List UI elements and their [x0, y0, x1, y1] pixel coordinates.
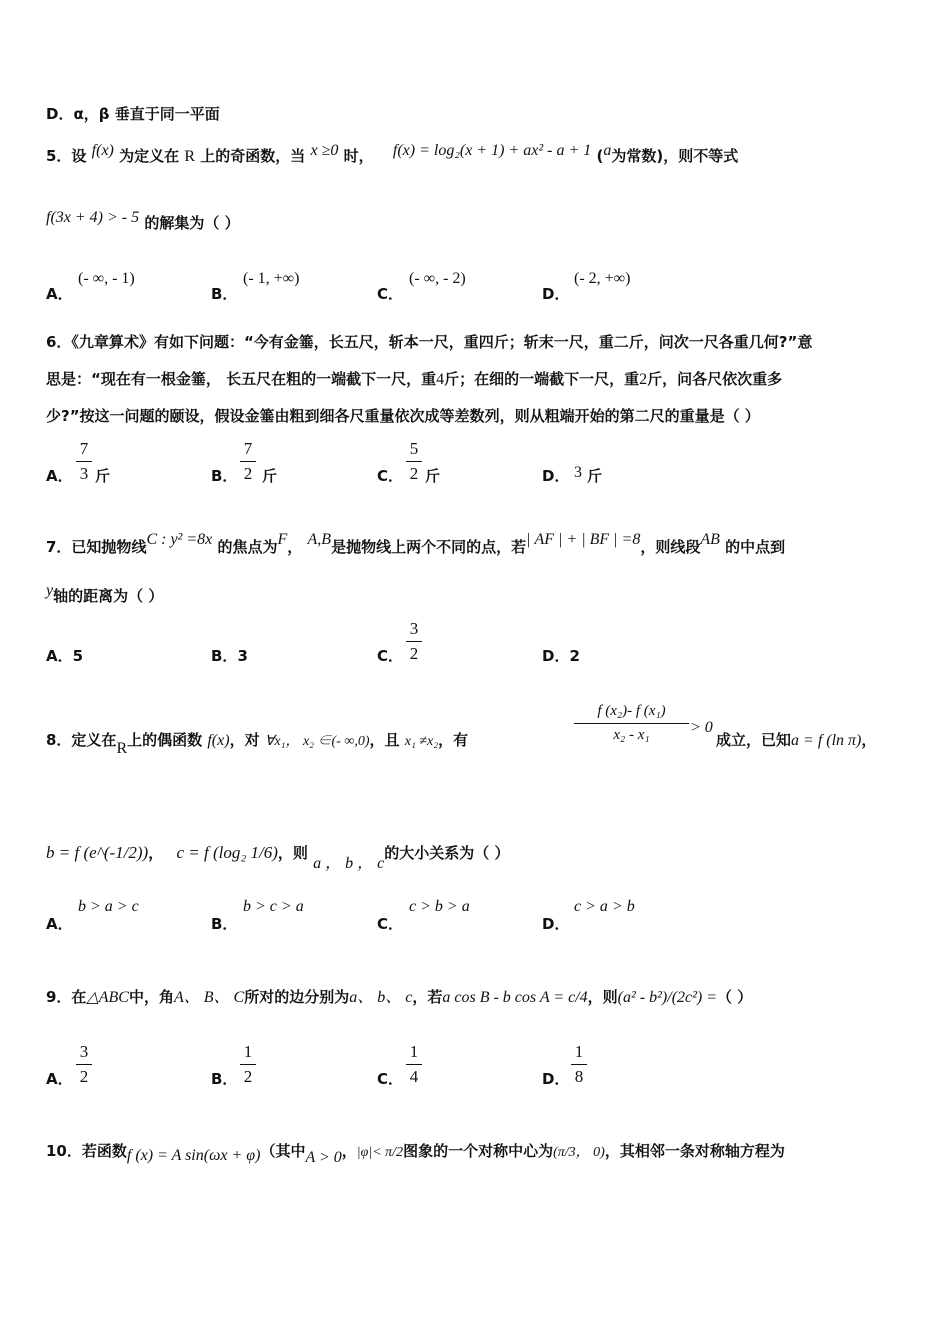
- q10-text: 图象的一个对称中心为: [403, 1142, 554, 1160]
- q5-num: 5．设: [46, 147, 87, 165]
- q8-gt: > 0: [690, 719, 713, 736]
- q7-stem-line1: [46, 531, 786, 557]
- q6-option-d-label: D．: [542, 467, 570, 485]
- q10-center: (π/3， 0): [553, 1145, 605, 1160]
- q7-condition: | AF | + | BF | =8: [526, 531, 641, 548]
- q7-text: 轴的距离为（ ）: [53, 587, 164, 605]
- q6-option-a-label: A．: [46, 467, 73, 485]
- q6-option-c-unit: 斤: [425, 467, 441, 485]
- q5-text: 为定义在: [119, 147, 180, 165]
- q8-fraction: [574, 703, 689, 744]
- q8-option-c-label: C．: [377, 915, 404, 933]
- q9-text: （ ）: [717, 988, 753, 1006]
- numerator: 1: [574, 1042, 584, 1061]
- q8-option-a-label: A．: [46, 915, 73, 933]
- q5-inequality: f(3x + 4) > - 5: [46, 209, 140, 226]
- q6-option-a-fraction: [76, 439, 92, 484]
- q5-option-c-label: C．: [377, 285, 404, 303]
- q9-option-d-fraction: [571, 1042, 587, 1087]
- q10-stem: [46, 1140, 785, 1166]
- q8-forall: ∀x₁， x₂ ∈(- ∞,0): [264, 734, 370, 749]
- q8-option-c-value: c > b > a: [409, 898, 470, 915]
- q5-text: 的解集为（ ）: [144, 214, 240, 232]
- q9-text: 9．在: [46, 988, 87, 1006]
- numerator: 1: [409, 1042, 419, 1061]
- q7-option-b-value: 3: [237, 647, 248, 665]
- q7-text: 是抛物线上两个不同的点，若: [331, 538, 527, 556]
- numerator: 7: [243, 439, 253, 458]
- q6-text: 思是：“现在有一根金箠， 长五尺在粗的一端截下一尺，重: [46, 370, 437, 388]
- q7-option-a: [46, 645, 83, 666]
- q5-formula: f(x) = log₂(x + 1) + ax² - a + 1: [392, 142, 592, 159]
- q9-angles: A、 B、 C: [173, 989, 245, 1006]
- q6-text: 斤，问各尺依次重多: [647, 370, 783, 388]
- q5-option-c-value: (- ∞, - 2): [409, 270, 466, 287]
- q8-text: 的大小关系为（ ）: [384, 844, 510, 862]
- q5-option-a-value: (- ∞, - 1): [78, 270, 135, 287]
- q6-option-d-value: 3: [574, 464, 582, 481]
- q7-parabola: C : y² =8x: [146, 531, 213, 548]
- denominator: 4: [409, 1067, 419, 1086]
- q7-option-d-value: 2: [569, 647, 580, 665]
- q7-option-b-label: B．: [211, 647, 238, 665]
- q8-fx: f(x): [207, 732, 230, 749]
- q8-option-b-label: B．: [211, 915, 238, 933]
- q8-text: ，对: [229, 731, 260, 749]
- q6-option-d-unit: 斤: [587, 467, 603, 485]
- denominator: 3: [79, 464, 89, 483]
- q9-text: ，则: [587, 988, 618, 1006]
- denominator: 2: [409, 464, 419, 483]
- q5-stem-line2: [46, 209, 240, 233]
- q5-text: 为常数)，则不等式: [611, 147, 739, 165]
- q6-stem-line3: 少?”按这一问题的颐设，假设金箠由粗到细各尺重量依次成等差数列，则从粗端开始的第二尺的重量是（ ）: [46, 407, 760, 425]
- q7-option-a-label: A．: [46, 647, 73, 665]
- q8-comma: ，: [148, 844, 164, 862]
- q9-stem: [46, 984, 752, 1007]
- q10-cond-phi: |φ|< π/2: [356, 1145, 404, 1160]
- q7-text: ，则线段: [640, 538, 701, 556]
- q8-option-a-value: b > a > c: [78, 898, 139, 915]
- q9-text: 所对的边分别为: [244, 988, 350, 1006]
- q7-option-b: [211, 645, 248, 666]
- q10-function: f (x) = A sin(ωx + φ): [126, 1147, 261, 1164]
- q9-option-c-label: C．: [377, 1070, 404, 1088]
- q4-option-d: D．α，β 垂直于同一平面: [46, 105, 220, 123]
- q6-text: 斤；在细的一端截下一尺，重: [444, 370, 640, 388]
- q8-a-def: a = f (ln π): [791, 732, 862, 749]
- q8-text: 8．定义在: [46, 731, 117, 749]
- q6-stem-line2: [46, 368, 782, 389]
- q9-option-b-fraction: [240, 1042, 256, 1087]
- q5-option-b-value: (- 1, +∞): [243, 270, 300, 287]
- q9-option-b-label: B．: [211, 1070, 238, 1088]
- denominator: 2: [409, 644, 419, 663]
- q6-option-b-fraction: [240, 439, 256, 484]
- q7-focus: F: [277, 531, 288, 548]
- q5-option-d-value: (- 2, +∞): [574, 270, 631, 287]
- q10-cond-a: A > 0: [305, 1149, 342, 1166]
- q7-y: y: [46, 582, 54, 599]
- q6-option-c-label: C．: [377, 467, 404, 485]
- q8-text: ，且: [369, 731, 400, 749]
- q9-option-d-label: D．: [542, 1070, 570, 1088]
- q8-text: 成立，已知: [716, 731, 792, 749]
- q10-text: ，其相邻一条对称轴方程为: [604, 1142, 785, 1160]
- q9-option-c-fraction: [406, 1042, 422, 1087]
- q9-option-a-label: A．: [46, 1070, 73, 1088]
- q6-weight-2: 2: [639, 371, 648, 388]
- q8-b-def: b = f (e^(-1/2)): [46, 843, 149, 862]
- q10-text: 10．若函数: [46, 1142, 127, 1160]
- q7-option-d: [542, 645, 580, 666]
- q9-condition: a cos B - b cos A = c/4: [442, 989, 588, 1006]
- q7-text: 的焦点为: [217, 538, 278, 556]
- denominator: 2: [79, 1067, 89, 1086]
- q5-paren: (: [596, 147, 604, 165]
- q7-option-d-label: D．: [542, 647, 570, 665]
- q8-option-d-value: c > a > b: [574, 898, 635, 915]
- q8-text: ，则: [277, 844, 308, 862]
- q6-option-b-unit: 斤: [262, 467, 278, 485]
- q5-text: 时，: [343, 147, 374, 165]
- q8-fraction-den: x₂ - x₁: [574, 723, 689, 744]
- q10-text: ，: [341, 1142, 357, 1160]
- q8-comma: ，: [861, 731, 877, 749]
- q9-option-a-fraction: [76, 1042, 92, 1087]
- numerator: 5: [409, 439, 419, 458]
- q9-sides: a、 b、 c: [349, 989, 413, 1006]
- q8-stem-line1: [46, 729, 469, 757]
- q9-text: ，若: [412, 988, 443, 1006]
- q8-c-def: c = f (log₂ 1/6): [176, 843, 278, 862]
- q8-neq: x₁ ≠x₂: [404, 734, 439, 749]
- q7-sep: ，: [287, 538, 303, 556]
- numerator: 3: [409, 619, 419, 638]
- q5-a: a: [603, 142, 612, 159]
- q7-option-c-label: C．: [377, 647, 404, 665]
- q10-text: （其中: [260, 1142, 306, 1160]
- q8-vars: a ， b ， c: [313, 855, 385, 872]
- q7-text: 的中点到: [725, 538, 786, 556]
- q7-points: A,B: [307, 531, 332, 548]
- q7-text: 7．已知抛物线: [46, 538, 147, 556]
- q8-option-d-label: D．: [542, 915, 570, 933]
- q6-option-a-unit: 斤: [95, 467, 111, 485]
- q6-option-b-label: B．: [211, 467, 238, 485]
- denominator: 2: [243, 1067, 253, 1086]
- q7-option-a-value: 5: [72, 647, 84, 665]
- q5-option-d-label: D．: [542, 285, 570, 303]
- q6-stem-line1: 6．《九章算术》有如下问题：“今有金箠，长五尺，斩本一尺，重四斤；斩末一尺，重二斤，问次一尺各重几何?”意: [46, 333, 813, 351]
- q5-option-a-label: A．: [46, 285, 73, 303]
- q8-text: 上的偶函数: [127, 731, 203, 749]
- q5-condition: x ≥0: [310, 142, 339, 159]
- q8-R: R: [116, 740, 128, 757]
- q9-expression: (a² - b²)/(2c²) =: [617, 989, 718, 1006]
- q8-fraction-num: f (x₂)- f (x₁): [597, 703, 666, 719]
- numerator: 7: [79, 439, 89, 458]
- q5-option-b-label: B．: [211, 285, 238, 303]
- q5-fx: f(x): [91, 142, 114, 159]
- q9-text: 中，角: [128, 988, 174, 1006]
- q5-R: R: [184, 148, 196, 165]
- numerator: 1: [243, 1042, 253, 1061]
- q7-option-c-fraction: [406, 619, 422, 664]
- q8-text: ，有: [438, 731, 469, 749]
- q7-segment: AB: [700, 531, 720, 548]
- q6-option-c-fraction: [406, 439, 422, 484]
- numerator: 3: [79, 1042, 89, 1061]
- q6-weight-4: 4: [436, 371, 445, 388]
- denominator: 8: [574, 1067, 584, 1086]
- q8-option-b-value: b > c > a: [243, 898, 304, 915]
- q5-text: 上的奇函数，当: [200, 147, 306, 165]
- q8-stem-line1b: [716, 729, 876, 750]
- denominator: 2: [243, 464, 253, 483]
- q9-triangle: △ABC: [86, 989, 129, 1006]
- q5-stem-line1: [46, 142, 739, 166]
- q8-stem-line2: [46, 840, 510, 872]
- q7-stem-line2: [46, 582, 164, 606]
